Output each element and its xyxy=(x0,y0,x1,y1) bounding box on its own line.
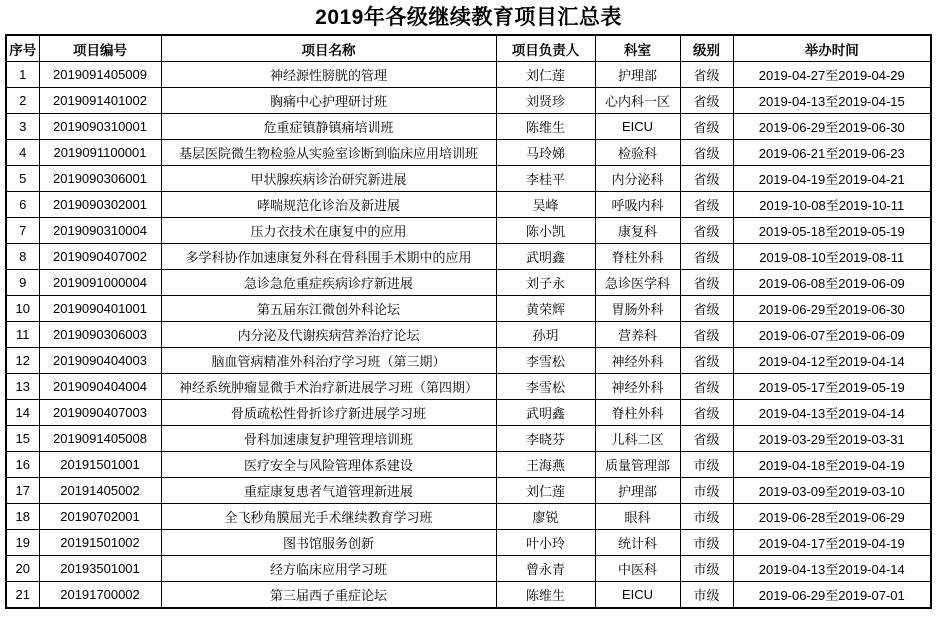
table-row xyxy=(6,530,931,556)
cell-index: 15 xyxy=(6,426,39,452)
cell-index: 13 xyxy=(6,374,39,400)
cell-level: 市级 xyxy=(680,452,733,478)
table-row xyxy=(6,478,931,504)
cell-leader: 廖锐 xyxy=(496,504,595,530)
cell-department: 神经外科 xyxy=(595,374,680,400)
cell-level: 省级 xyxy=(680,322,733,348)
cell-project-name: 哮喘规范化诊治及新进展 xyxy=(161,192,496,218)
cell-leader: 曾永青 xyxy=(496,556,595,582)
cell-leader: 陈小凯 xyxy=(496,218,595,244)
cell-leader: 李雪松 xyxy=(496,374,595,400)
cell-project-no: 20191501002 xyxy=(39,530,161,556)
cell-project-name: 经方临床应用学习班 xyxy=(161,556,496,582)
cell-project-name: 甲状腺疾病诊治研究新进展 xyxy=(161,166,496,192)
cell-department: 脊柱外科 xyxy=(595,244,680,270)
cell-project-no: 2019091405009 xyxy=(39,62,161,88)
cell-index: 7 xyxy=(6,218,39,244)
col-header-date-range: 举办时间 xyxy=(733,35,931,62)
cell-project-name: 脑血管病精准外科治疗学习班（第三期） xyxy=(161,348,496,374)
cell-index: 4 xyxy=(6,140,39,166)
cell-department: EICU xyxy=(595,582,680,609)
cell-date-range: 2019-04-18至2019-04-19 xyxy=(733,452,931,478)
cell-department: 护理部 xyxy=(595,478,680,504)
cell-leader: 孙玥 xyxy=(496,322,595,348)
cell-date-range: 2019-03-29至2019-03-31 xyxy=(733,426,931,452)
cell-department: 呼吸内科 xyxy=(595,192,680,218)
cell-index: 10 xyxy=(6,296,39,322)
cell-leader: 黄荣辉 xyxy=(496,296,595,322)
cell-level: 省级 xyxy=(680,348,733,374)
cell-project-no: 20190702001 xyxy=(39,504,161,530)
cell-department: 儿科二区 xyxy=(595,426,680,452)
table-body xyxy=(6,62,931,609)
cell-date-range: 2019-04-13至2019-04-14 xyxy=(733,400,931,426)
header-row xyxy=(6,35,931,62)
cell-department: 护理部 xyxy=(595,62,680,88)
cell-leader: 陈维生 xyxy=(496,114,595,140)
cell-date-range: 2019-04-13至2019-04-14 xyxy=(733,556,931,582)
cell-date-range: 2019-08-10至2019-08-11 xyxy=(733,244,931,270)
table-row xyxy=(6,114,931,140)
cell-level: 省级 xyxy=(680,114,733,140)
cell-date-range: 2019-06-07至2019-06-09 xyxy=(733,322,931,348)
cell-leader: 李晓芬 xyxy=(496,426,595,452)
cell-level: 市级 xyxy=(680,530,733,556)
cell-project-name: 重症康复患者气道管理新进展 xyxy=(161,478,496,504)
cell-project-no: 20191700002 xyxy=(39,582,161,609)
cell-level: 省级 xyxy=(680,244,733,270)
cell-date-range: 2019-06-21至2019-06-23 xyxy=(733,140,931,166)
cell-index: 21 xyxy=(6,582,39,609)
cell-level: 省级 xyxy=(680,374,733,400)
cell-department: 胃肠外科 xyxy=(595,296,680,322)
cell-index: 11 xyxy=(6,322,39,348)
cell-date-range: 2019-10-08至2019-10-11 xyxy=(733,192,931,218)
cell-level: 省级 xyxy=(680,140,733,166)
cell-project-no: 2019090407002 xyxy=(39,244,161,270)
table-row xyxy=(6,218,931,244)
cell-project-no: 2019090404003 xyxy=(39,348,161,374)
cell-index: 8 xyxy=(6,244,39,270)
cell-index: 3 xyxy=(6,114,39,140)
cell-department: 康复科 xyxy=(595,218,680,244)
cell-leader: 武明鑫 xyxy=(496,244,595,270)
cell-department: 脊柱外科 xyxy=(595,400,680,426)
table-row xyxy=(6,426,931,452)
cell-date-range: 2019-04-27至2019-04-29 xyxy=(733,62,931,88)
cell-level: 省级 xyxy=(680,88,733,114)
cell-level: 省级 xyxy=(680,400,733,426)
cell-index: 16 xyxy=(6,452,39,478)
cell-project-name: 压力衣技术在康复中的应用 xyxy=(161,218,496,244)
cell-level: 市级 xyxy=(680,556,733,582)
table-row xyxy=(6,192,931,218)
cell-project-no: 2019090302001 xyxy=(39,192,161,218)
cell-date-range: 2019-06-29至2019-06-30 xyxy=(733,114,931,140)
cell-project-no: 20191501001 xyxy=(39,452,161,478)
table-row xyxy=(6,556,931,582)
cell-leader: 李桂平 xyxy=(496,166,595,192)
cell-project-name: 骨质疏松性骨折诊疗新进展学习班 xyxy=(161,400,496,426)
cell-project-name: 第三届西子重症论坛 xyxy=(161,582,496,609)
page-title: 2019年各级继续教育项目汇总表 xyxy=(315,6,622,29)
cell-department: 中医科 xyxy=(595,556,680,582)
cell-project-name: 全飞秒角膜屈光手术继续教育学习班 xyxy=(161,504,496,530)
cell-index: 5 xyxy=(6,166,39,192)
cell-project-no: 2019090401001 xyxy=(39,296,161,322)
cell-level: 省级 xyxy=(680,62,733,88)
table-row xyxy=(6,296,931,322)
table-row xyxy=(6,140,931,166)
cell-project-no: 2019090306001 xyxy=(39,166,161,192)
table-row xyxy=(6,62,931,88)
col-header-index: 序号 xyxy=(6,35,39,62)
cell-project-name: 基层医院微生物检验从实验室诊断到临床应用培训班 xyxy=(161,140,496,166)
cell-date-range: 2019-05-18至2019-05-19 xyxy=(733,218,931,244)
cell-project-no: 2019090310004 xyxy=(39,218,161,244)
cell-project-name: 第五届东江微创外科论坛 xyxy=(161,296,496,322)
cell-level: 省级 xyxy=(680,426,733,452)
cell-department: 营养科 xyxy=(595,322,680,348)
cell-index: 17 xyxy=(6,478,39,504)
cell-department: 急诊医学科 xyxy=(595,270,680,296)
cell-leader: 刘贤珍 xyxy=(496,88,595,114)
cell-date-range: 2019-04-12至2019-04-14 xyxy=(733,348,931,374)
cell-index: 20 xyxy=(6,556,39,582)
cell-index: 19 xyxy=(6,530,39,556)
cell-level: 省级 xyxy=(680,192,733,218)
cell-project-no: 2019091100001 xyxy=(39,140,161,166)
cell-index: 2 xyxy=(6,88,39,114)
cell-leader: 叶小玲 xyxy=(496,530,595,556)
table-row xyxy=(6,270,931,296)
table-row xyxy=(6,504,931,530)
cell-level: 省级 xyxy=(680,270,733,296)
cell-project-no: 2019090306003 xyxy=(39,322,161,348)
col-header-level: 级别 xyxy=(680,35,733,62)
col-header-department: 科室 xyxy=(595,35,680,62)
cell-index: 9 xyxy=(6,270,39,296)
cell-index: 12 xyxy=(6,348,39,374)
cell-department: 质量管理部 xyxy=(595,452,680,478)
table-row xyxy=(6,166,931,192)
cell-date-range: 2019-06-29至2019-07-01 xyxy=(733,582,931,609)
cell-project-name: 医疗安全与风险管理体系建设 xyxy=(161,452,496,478)
cell-department: 心内科一区 xyxy=(595,88,680,114)
cell-project-no: 2019091405008 xyxy=(39,426,161,452)
cell-project-no: 20191405002 xyxy=(39,478,161,504)
cell-index: 14 xyxy=(6,400,39,426)
cell-project-no: 2019090407003 xyxy=(39,400,161,426)
cell-project-name: 内分泌及代谢疾病营养治疗论坛 xyxy=(161,322,496,348)
cell-department: 眼科 xyxy=(595,504,680,530)
cell-leader: 王海燕 xyxy=(496,452,595,478)
cell-project-no: 2019090310001 xyxy=(39,114,161,140)
cell-project-no: 2019091401002 xyxy=(39,88,161,114)
cell-project-name: 神经源性膀胱的管理 xyxy=(161,62,496,88)
cell-level: 市级 xyxy=(680,582,733,609)
cell-project-no: 20193501001 xyxy=(39,556,161,582)
col-header-leader: 项目负责人 xyxy=(496,35,595,62)
cell-department: 统计科 xyxy=(595,530,680,556)
table-row xyxy=(6,348,931,374)
cell-index: 6 xyxy=(6,192,39,218)
cell-level: 省级 xyxy=(680,296,733,322)
cell-project-no: 2019091000004 xyxy=(39,270,161,296)
cell-department: 检验科 xyxy=(595,140,680,166)
cell-leader: 刘子永 xyxy=(496,270,595,296)
cell-date-range: 2019-06-08至2019-06-09 xyxy=(733,270,931,296)
col-header-project-no: 项目编号 xyxy=(39,35,161,62)
summary-table xyxy=(5,34,932,609)
cell-leader: 刘仁莲 xyxy=(496,62,595,88)
table-row xyxy=(6,374,931,400)
cell-date-range: 2019-05-17至2019-05-19 xyxy=(733,374,931,400)
col-header-project-name: 项目名称 xyxy=(161,35,496,62)
cell-level: 市级 xyxy=(680,478,733,504)
table-row xyxy=(6,400,931,426)
cell-date-range: 2019-04-13至2019-04-15 xyxy=(733,88,931,114)
cell-leader: 武明鑫 xyxy=(496,400,595,426)
cell-index: 18 xyxy=(6,504,39,530)
cell-leader: 刘仁莲 xyxy=(496,478,595,504)
table-row xyxy=(6,322,931,348)
table-row xyxy=(6,244,931,270)
cell-project-name: 多学科协作加速康复外科在骨科围手术期中的应用 xyxy=(161,244,496,270)
cell-project-name: 骨科加速康复护理管理培训班 xyxy=(161,426,496,452)
cell-project-name: 胸痛中心护理研讨班 xyxy=(161,88,496,114)
cell-date-range: 2019-04-19至2019-04-21 xyxy=(733,166,931,192)
cell-leader: 马玲娣 xyxy=(496,140,595,166)
cell-leader: 李雪松 xyxy=(496,348,595,374)
cell-department: 内分泌科 xyxy=(595,166,680,192)
cell-department: EICU xyxy=(595,114,680,140)
cell-level: 省级 xyxy=(680,218,733,244)
cell-leader: 吴峰 xyxy=(496,192,595,218)
cell-date-range: 2019-06-29至2019-06-30 xyxy=(733,296,931,322)
cell-department: 神经外科 xyxy=(595,348,680,374)
table-row xyxy=(6,88,931,114)
cell-project-name: 神经系统肿瘤显微手术治疗新进展学习班（第四期） xyxy=(161,374,496,400)
table-row xyxy=(6,582,931,609)
cell-project-name: 图书馆服务创新 xyxy=(161,530,496,556)
cell-leader: 陈维生 xyxy=(496,582,595,609)
cell-date-range: 2019-03-09至2019-03-10 xyxy=(733,478,931,504)
cell-project-name: 急诊急危重症疾病诊疗新进展 xyxy=(161,270,496,296)
cell-date-range: 2019-04-17至2019-04-19 xyxy=(733,530,931,556)
cell-project-no: 2019090404004 xyxy=(39,374,161,400)
table-row xyxy=(6,452,931,478)
cell-level: 市级 xyxy=(680,504,733,530)
cell-project-name: 危重症镇静镇痛培训班 xyxy=(161,114,496,140)
cell-index: 1 xyxy=(6,62,39,88)
cell-level: 省级 xyxy=(680,166,733,192)
cell-date-range: 2019-06-28至2019-06-29 xyxy=(733,504,931,530)
